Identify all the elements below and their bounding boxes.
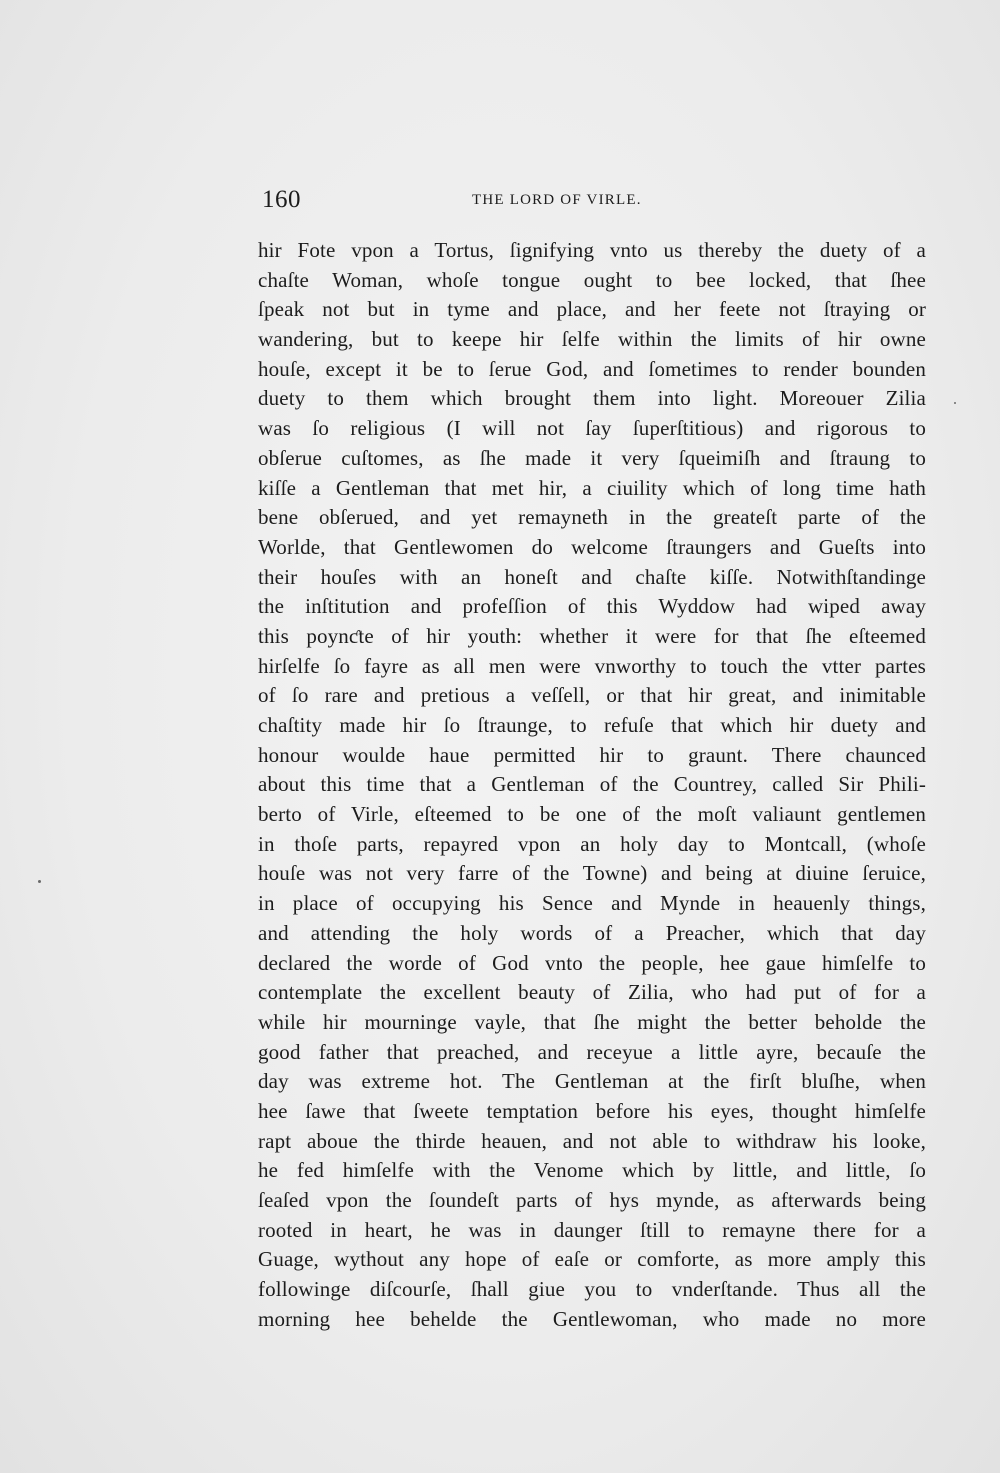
text-line: Worlde, that Gentlewomen do welcome ſtraungers and Gueſts into	[258, 534, 926, 559]
text-line: chaſtity made hir ſo ſtraunge, to refuſe that which hir duety and	[258, 713, 926, 737]
text-line: ſpeak not but in tyme and place, and her feete not ſtraying or	[258, 297, 926, 322]
page-header	[262, 186, 702, 218]
text-line: morning hee behelde the Gentlewoman, who made no more	[258, 1306, 926, 1331]
text-line: houſe, except it be to ſerue God, and ſometimes to render bounden	[258, 356, 926, 381]
text-line: chaſte Woman, whoſe tongue ought to bee locked, that ſhee	[258, 267, 926, 292]
text-line: hir Fote vpon a Tortus, ſignifying vnto us thereby the duety of a	[258, 238, 926, 262]
text-line: kiſſe a Gentleman that met hir, a ciuility which of long time hath	[258, 475, 926, 500]
text-line: this poynƈte of hir youth: whether it were for that ſhe eſteemed	[258, 623, 926, 648]
text-line: hee ſawe that ſweete temptation before his eyes, thought himſelfe	[258, 1098, 926, 1123]
text-line: was ſo religious (I will not ſay ſuperſtitious) and rigorous to	[258, 416, 926, 441]
text-line: Guage, wythout any hope of eaſe or comforte, as more amply this	[258, 1247, 926, 1272]
paper-speck	[38, 880, 41, 883]
text-line: ſeaſed vpon the ſoundeſt parts of hys mynde, as afterwards being	[258, 1188, 926, 1212]
text-line: in thoſe parts, repayred vpon an holy day to Montcall, (whoſe	[258, 831, 926, 856]
text-line: day was extreme hot. The Gentleman at the firſt bluſhe, when	[258, 1069, 926, 1094]
text-line: wandering, but to keepe hir ſelfe within the limits of hir owne	[258, 327, 926, 352]
text-line: in place of occupying his Sence and Mynde in heauenly things,	[258, 891, 926, 916]
text-line: about this time that a Gentleman of the Countrey, called Sir Phili-	[258, 772, 926, 797]
text-line: while hir mourninge vayle, that ſhe might the better beholde the	[258, 1009, 926, 1034]
text-line: houſe was not very farre of the Towne) and being at diuine ſeruice,	[258, 861, 926, 886]
text-line: contemplate the excellent beauty of Zilia, who had put of for a	[258, 980, 926, 1005]
text-line: berto of Virle, eſteemed to be one of the moſt valiaunt gentlemen	[258, 802, 926, 827]
paper-speck	[954, 402, 956, 404]
text-line: followinge diſcourſe, ſhall giue you to vnderſtande. Thus all the	[258, 1277, 926, 1302]
text-line: honour woulde haue permitted hir to graunt. There chaunced	[258, 742, 926, 767]
page-number: 160	[262, 186, 301, 213]
text-line: their houſes with an honeſt and chaſte kiſſe. Notwithſtandinge	[258, 564, 926, 589]
body-text	[258, 236, 926, 1334]
text-line: duety to them which brought them into light. Moreouer Zilia	[258, 386, 926, 411]
text-line: declared the worde of God vnto the people, hee gaue himſelfe to	[258, 950, 926, 975]
running-title: THE LORD OF VIRLE.	[472, 192, 642, 208]
text-line: obſerue cuſtomes, as ſhe made it very ſqueimiſh and ſtraung to	[258, 445, 926, 470]
text-line: hirſelfe ſo fayre as all men were vnworthy to touch the vtter partes	[258, 653, 926, 678]
text-line: rooted in heart, he was in daunger ſtill to remayne there for a	[258, 1217, 926, 1242]
text-line: the inſtitution and profeſſion of this Wyddow had wiped away	[258, 594, 926, 619]
text-line: good father that preached, and receyue a little ayre, becauſe the	[258, 1039, 926, 1064]
text-line: bene obſerued, and yet remayneth in the greateſt parte of the	[258, 505, 926, 530]
text-line: rapt aboue the thirde heauen, and not able to withdraw his looke,	[258, 1128, 926, 1153]
text-line: of ſo rare and pretious a veſſell, or that hir great, and inimitable	[258, 683, 926, 708]
text-line: he fed himſelfe with the Venome which by little, and little, ſo	[258, 1158, 926, 1183]
text-line: and attending the holy words of a Preacher, which that day	[258, 920, 926, 945]
